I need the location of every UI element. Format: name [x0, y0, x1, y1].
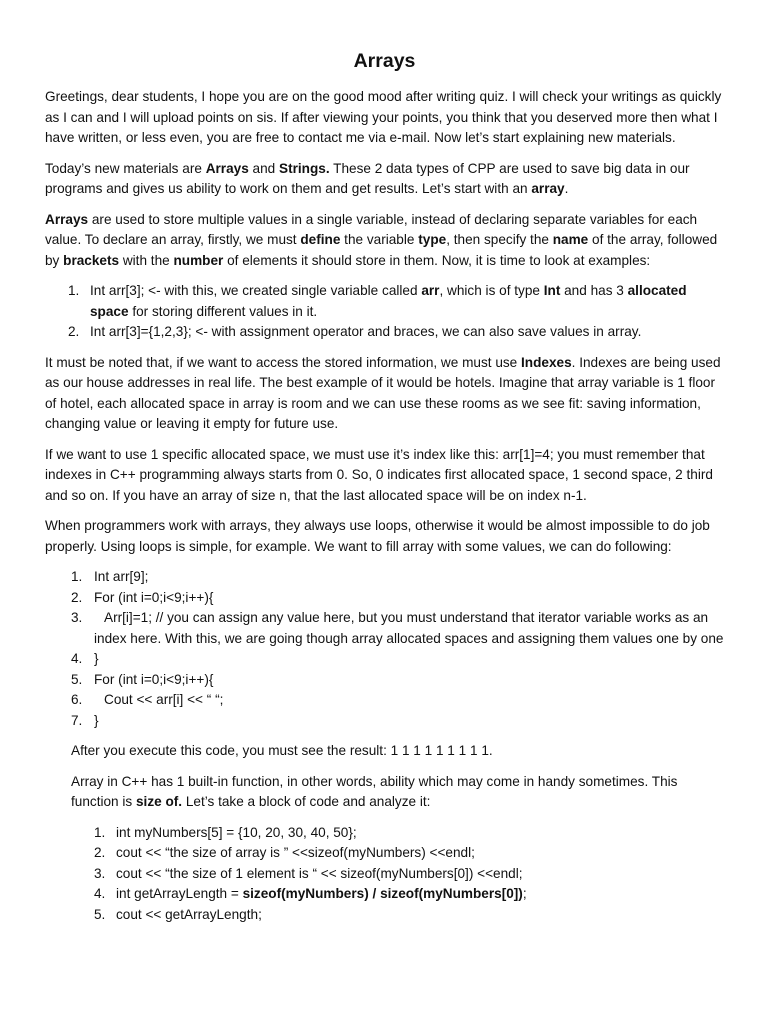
code-text: Arr[i]=1; // you can assign any value here, but you must understand that iterator variable works as an index here. With this, we are going though array allocated spaces and assigning them values one by one	[94, 610, 724, 646]
text: of the array, followed by	[45, 232, 718, 268]
code-line	[45, 690, 724, 711]
bold-term: brackets	[63, 252, 120, 268]
declaration-examples-list	[45, 281, 724, 343]
text: of elements it should store in them. Now, it is time to look at examples:	[223, 252, 651, 268]
paragraph-sizeof	[71, 772, 724, 813]
bold-term: arr	[421, 283, 440, 298]
paragraph-greeting: Greetings, dear students, I hope you are on the good mood after writing quiz. I will check your writings as quickly as I can and I will upload points on sis. If after viewing your points, you think that you deserved more then what I have written, or less even, you are free to contact me via e-mail. Now let’s start explaining new materials.	[45, 89, 722, 145]
list-number: 1.	[68, 283, 80, 298]
code-line	[45, 670, 724, 691]
bold-term: Int	[543, 283, 561, 298]
list-number: 2.	[71, 589, 83, 605]
bold-term: type	[418, 232, 447, 247]
code-line	[45, 905, 724, 926]
loop-code-list	[45, 567, 724, 731]
code-text: For (int i=0;i<9;i++){	[94, 589, 214, 605]
text: Let’s take a block of code and analyze it:	[182, 794, 431, 809]
document-title: Arrays	[353, 50, 416, 72]
code-text: cout << “the size of array is ” <<sizeof(myNumbers) <<endl;	[116, 845, 475, 860]
code-line	[45, 884, 724, 905]
list-number: 7.	[71, 712, 83, 728]
code-line	[45, 588, 724, 609]
paragraph-materials	[45, 159, 724, 200]
list-number: 4.	[71, 651, 83, 666]
list-number: 4.	[94, 886, 106, 901]
text: These 2 data types of CPP are used to save big data in our programs and gives us ability to work on them and get results. Let’s start with an	[45, 160, 690, 196]
code-line	[45, 608, 724, 649]
list-number: 6.	[71, 692, 83, 707]
paragraph-index-usage: If we want to use 1 specific allocated space, we must use it’s index like this: arr[1]=4; you must remember that indexes in C++ programming always starts from 0. So, 0 indicates first allocated space, 1 second space, 2 third and so on. If you have an array of size n, that the last allocated space will be on index n-1.	[45, 446, 713, 503]
bold-term: Indexes	[521, 354, 572, 370]
bold-term: size of.	[135, 794, 183, 809]
code-text: }	[94, 712, 99, 728]
text: It must be noted that, if we want to access the stored information, we must use	[45, 354, 522, 370]
code-text: int myNumbers[5] = {10, 20, 30, 40, 50};	[116, 824, 357, 840]
code-line	[45, 711, 724, 732]
text: with the	[119, 252, 174, 268]
list-number: 2.	[68, 324, 80, 339]
text: the variable	[340, 232, 419, 247]
text: , then specify the	[446, 232, 553, 247]
bold-term: Arrays	[205, 160, 249, 176]
sizeof-code-list	[45, 823, 724, 926]
code-text: cout << getArrayLength;	[116, 906, 262, 922]
text: for storing different values in it.	[128, 303, 318, 319]
code-text: ;	[522, 886, 527, 901]
text: Int arr[3]; <- with this, we created single variable called	[90, 283, 422, 298]
list-number: 5.	[71, 671, 83, 687]
list-number: 3.	[71, 610, 83, 625]
paragraph-loops: When programmers work with arrays, they always use loops, otherwise it would be almost impossible to do job properly. Using loops is simple, for example. We want to fill array with some values, we can do following:	[45, 518, 710, 554]
paragraph-indexes	[45, 353, 724, 435]
bold-term: name	[552, 232, 589, 247]
paragraph-result: After you execute this code, you must see the result: 1 1 1 1 1 1 1 1 1.	[71, 743, 493, 758]
code-text: Int arr[9];	[94, 569, 149, 584]
code-line	[45, 864, 724, 885]
paragraph-arrays-definition	[45, 210, 724, 272]
text: , which is of type	[439, 283, 544, 298]
text: are used to store multiple values in a single variable, instead of declaring separate variables for each value. To declare an array, firstly, we must	[45, 211, 698, 247]
code-line	[45, 567, 724, 588]
code-text: int getArrayLength =	[116, 886, 243, 901]
text: and	[248, 160, 279, 176]
bold-term: array	[531, 181, 565, 196]
list-number: 5.	[94, 906, 106, 922]
code-text: For (int i=0;i<9;i++){	[94, 671, 214, 687]
code-line	[45, 649, 724, 670]
text: and has 3	[560, 283, 628, 298]
code-text: }	[94, 651, 99, 666]
code-text: Cout << arr[i] << “ “;	[104, 692, 224, 707]
bold-term: Arrays	[45, 211, 89, 227]
bold-term: allocated space	[90, 283, 687, 319]
text: Array in C++ has 1 built-in function, in other words, ability which may come in handy sometimes. This function is	[71, 773, 678, 809]
list-number: 1.	[71, 569, 83, 584]
code-line	[45, 823, 724, 844]
bold-term: define	[300, 232, 341, 247]
list-item	[45, 322, 724, 343]
text: Today’s new materials are	[45, 160, 206, 176]
bold-term: Strings.	[279, 160, 330, 176]
list-item	[45, 281, 724, 322]
bold-term: number	[173, 252, 224, 268]
text: .	[564, 181, 569, 196]
code-line	[45, 843, 724, 864]
list-number: 2.	[94, 845, 106, 860]
list-number: 1.	[94, 824, 106, 840]
bold-code: sizeof(myNumbers) / sizeof(myNumbers[0])	[242, 886, 523, 901]
code-text: cout << “the size of 1 element is “ << sizeof(myNumbers[0]) <<endl;	[116, 865, 523, 881]
text: . Indexes are being used as our house addresses in real life. The best example of it would be hotels. Imagine that array variable is 1 floor of hotel, each allocated space in array is room and we can use these rooms as we see fit: saving information, changing value or leaving it empty for future use.	[45, 354, 721, 431]
text: Int arr[3]={1,2,3}; <- with assignment operator and braces, we can also save values in array.	[90, 324, 642, 339]
list-number: 3.	[94, 865, 106, 881]
